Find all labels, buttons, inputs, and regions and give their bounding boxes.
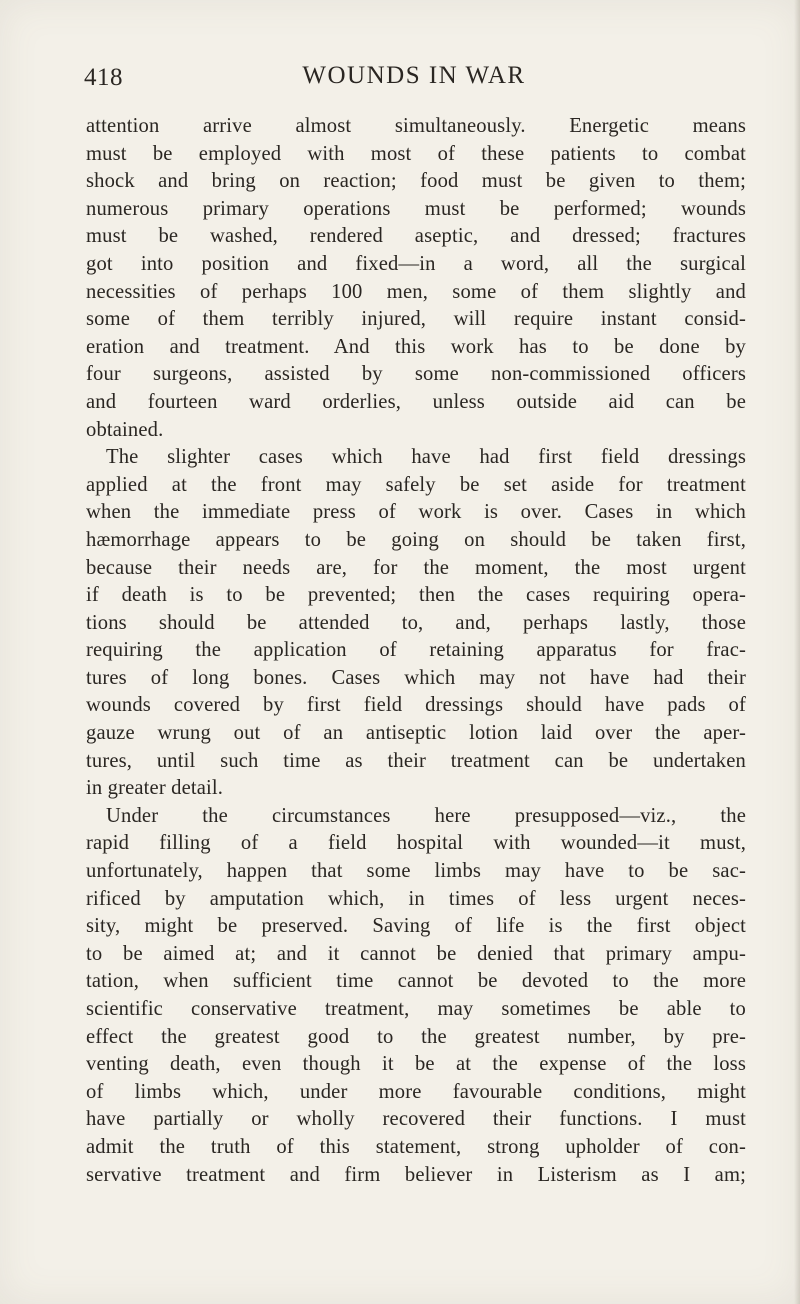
text-line: venting death, even though it be at the expense of the loss (86, 1053, 746, 1076)
text-line: scientific conservative treatment, may sometimes be able to (86, 998, 746, 1020)
text-line: gauze wrung out of an antiseptic lotion laid over the aper- (86, 722, 746, 745)
text-line: of limbs which, under more favourable conditions, might (86, 1080, 746, 1103)
text-line: in greater detail. (86, 777, 224, 800)
text-line: shock and bring on reaction; food must be given to them; (86, 170, 746, 193)
text-line: tures, until such time as their treatment can be undertaken (86, 749, 746, 772)
text-line: if death is to be prevented; then the cases requiring opera- (86, 584, 746, 607)
text-line: Under the circumstances here presupposed—viz., the (106, 804, 746, 827)
text-line: numerous primary operations must be performed; wounds (86, 197, 746, 220)
text-line: obtained. (86, 418, 164, 441)
page-edge-shadow (794, 0, 800, 1304)
text-line: admit the truth of this statement, strong upholder of con- (86, 1135, 746, 1158)
text-line: tions should be attended to, and, perhaps lastly, those (86, 611, 746, 634)
text-line: must be washed, rendered aseptic, and dressed; fractures (86, 225, 746, 248)
running-title: WOUNDS IN WAR (302, 62, 526, 89)
page-number: 418 (84, 64, 123, 91)
text-line: The slighter cases which have had first field dressings (106, 446, 746, 469)
text-line: eration and treatment. And this work has to be done by (86, 335, 746, 358)
text-line: necessities of perhaps 100 men, some of them slightly and (86, 280, 746, 303)
text-line: some of them terribly injured, will require instant consid- (86, 308, 746, 331)
text-line: rapid filling of a field hospital with wounded—it must, (86, 832, 746, 855)
text-line: because their needs are, for the moment, the most urgent (86, 556, 746, 579)
text-line: got into position and fixed—in a word, all the surgical (86, 252, 746, 275)
text-line: unfortunately, happen that some limbs may have to be sac- (86, 860, 746, 883)
text-line: sity, might be preserved. Saving of life is the first object (86, 915, 746, 938)
text-line: have partially or wholly recovered their functions. I must (86, 1108, 746, 1131)
text-line: four surgeons, assisted by some non-commissioned officers (86, 363, 746, 386)
text-line: and fourteen ward orderlies, unless outside aid can be (86, 390, 746, 413)
text-line: requiring the application of retaining apparatus for frac- (86, 639, 746, 662)
running-head (84, 62, 744, 98)
text-line: effect the greatest good to the greatest number, by pre- (86, 1025, 746, 1048)
text-line: attention arrive almost simultaneously. Energetic means (86, 115, 746, 137)
text-line: when the immediate press of work is over. Cases in which (86, 501, 746, 524)
text-line: hæmorrhage appears to be going on should be taken first, (86, 528, 746, 551)
text-line: tation, when sufficient time cannot be devoted to the more (86, 970, 746, 993)
text-line: wounds covered by first field dressings should have pads of (86, 694, 746, 717)
text-line: tures of long bones. Cases which may not have had their (86, 666, 746, 689)
body-text (86, 113, 746, 1189)
text-line: servative treatment and firm believer in Listerism as I am; (86, 1163, 746, 1186)
text-line: must be employed with most of these patients to combat (86, 142, 746, 165)
text-line: rificed by amputation which, in times of less urgent neces- (86, 887, 746, 910)
text-line: to be aimed at; and it cannot be denied that primary ampu- (86, 942, 746, 965)
text-line: applied at the front may safely be set aside for treatment (86, 473, 746, 496)
